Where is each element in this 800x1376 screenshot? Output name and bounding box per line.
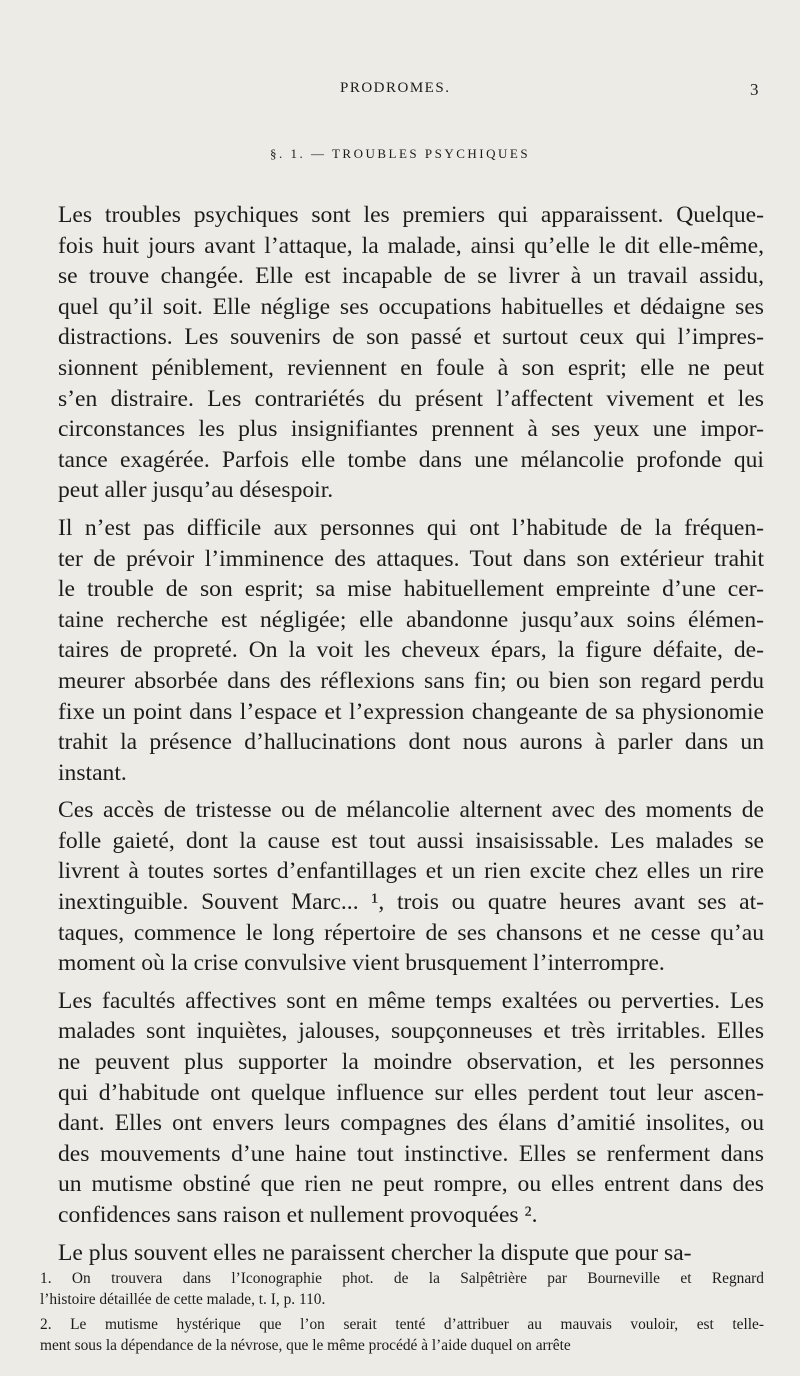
text-line: taires de propreté. On la voit les cheveux épars, la figure défaite, de- [58,637,764,664]
text-line: Les troubles psychiques sont les premiers qui apparaissent. Quelque- [58,202,764,228]
text-line: moment où la crise convulsive vient brusquement l’interrompre. [58,950,665,977]
text-line: confidences sans raison et nullement provoquées ². [58,1202,538,1228]
text-line: taques, commence le long répertoire de ses chansons et ne cesse qu’au [58,919,764,946]
text-line: fixe un point dans l’espace et l’expression changeante de sa physionomie [58,698,764,725]
text-line: 1. On trouvera dans l’Iconographie phot. de la Salpêtrière par Bourneville et Regnard [40,1270,764,1287]
text-line: ne peuvent plus supporter la moindre observation, et les personnes [58,1049,764,1076]
text-line: un mutisme obstiné que rien ne peut rompre, ou elles entrent dans des [58,1171,764,1198]
footnote [40,1314,764,1356]
text-line: Il n’est pas difficile aux personnes qui ont l’habitude de la fréquen- [58,514,764,541]
running-head [58,80,764,104]
text-line: Les facultés affectives sont en même temps exaltées ou perverties. Les [58,987,764,1014]
text-line: inextinguible. Souvent Marc... ¹, trois ou quatre heures avant ses at- [58,889,764,916]
text-line: 2. Le mutisme hystérique que l’on serait tenté d’attribuer au mauvais vouloir, est telle- [40,1316,764,1333]
text-line: s’en distraire. Les contrariétés du présent l’affectent vivement et les [58,385,764,412]
text-line: malades sont inquiètes, jalouses, soupçonneuses et très irritables. Elles [58,1018,764,1045]
text-line: trahit la présence d’hallucinations dont nous aurons à parler dans un [58,729,764,756]
page-number: 3 [750,80,760,99]
paragraph [58,1238,764,1269]
text-line: circonstances les plus insignifiantes prennent à ses yeux une impor- [58,416,764,443]
section-heading: §. 1. — TROUBLES PSYCHIQUES [269,146,531,161]
footnote [40,1268,764,1310]
text-line: ment sous la dépendance de la névrose, que le même procédé à l’aide duquel on arrête [40,1337,571,1354]
text-line: ter de prévoir l’imminence des attaques. Tout dans son extérieur trahit [58,545,764,572]
text-line: meurer absorbée dans des réflexions sans fin; ou bien son regard perdu [58,667,764,694]
text-line: qui d’habitude ont quelque influence sur elles perdent tout leur ascen- [58,1079,764,1106]
text-line: taine recherche est négligée; elle abandonne jusqu’aux soins élémen- [58,606,764,633]
text-line: fois huit jours avant l’attaque, la malade, ainsi qu’elle le dit elle-même, [58,232,764,259]
text-line: instant. [58,759,127,786]
text-line: Ces accès de tristesse ou de mélancolie alternent avec des moments de [58,797,764,824]
text-line: tance exagérée. Parfois elle tombe dans une mélancolie profonde qui [58,446,764,473]
paragraph [58,513,764,788]
text-line: l’histoire détaillée de cette malade, t. I, p. 110. [40,1291,326,1308]
text-line: quel qu’il soit. Elle néglige ses occupations habituelles et dédaigne ses [58,293,764,320]
text-line: livrent à toutes sortes d’enfantillages et un rien excite chez elles un rire [58,858,764,885]
body-text [58,200,764,1275]
text-line: Le plus souvent elles ne paraissent chercher la dispute que pour sa- [58,1239,692,1266]
text-line: dant. Elles ont envers leurs compagnes des élans d’amitié insolites, ou [58,1110,764,1137]
text-line: peut aller jusqu’au désespoir. [58,477,334,504]
running-title: PRODROMES. [340,80,451,96]
footnotes [40,1268,764,1360]
text-line: le trouble de son esprit; sa mise habituellement empreinte d’une cer- [58,576,764,603]
text-line: se trouve changée. Elle est incapable de se livrer à un travail assidu, [58,263,764,290]
text-line: sionnent péniblement, reviennent en foule à son esprit; elle ne peut [58,354,764,381]
text-line: folle gaieté, dont la cause est tout aussi insaisissable. Les malades se [58,827,764,854]
paragraph [58,200,764,506]
paragraph [58,795,764,979]
text-line: des mouvements d’une haine tout instinctive. Elles se renferment dans [58,1140,764,1167]
text-line: distractions. Les souvenirs de son passé et surtout ceux qui l’impres- [58,324,764,351]
paragraph [58,986,764,1231]
